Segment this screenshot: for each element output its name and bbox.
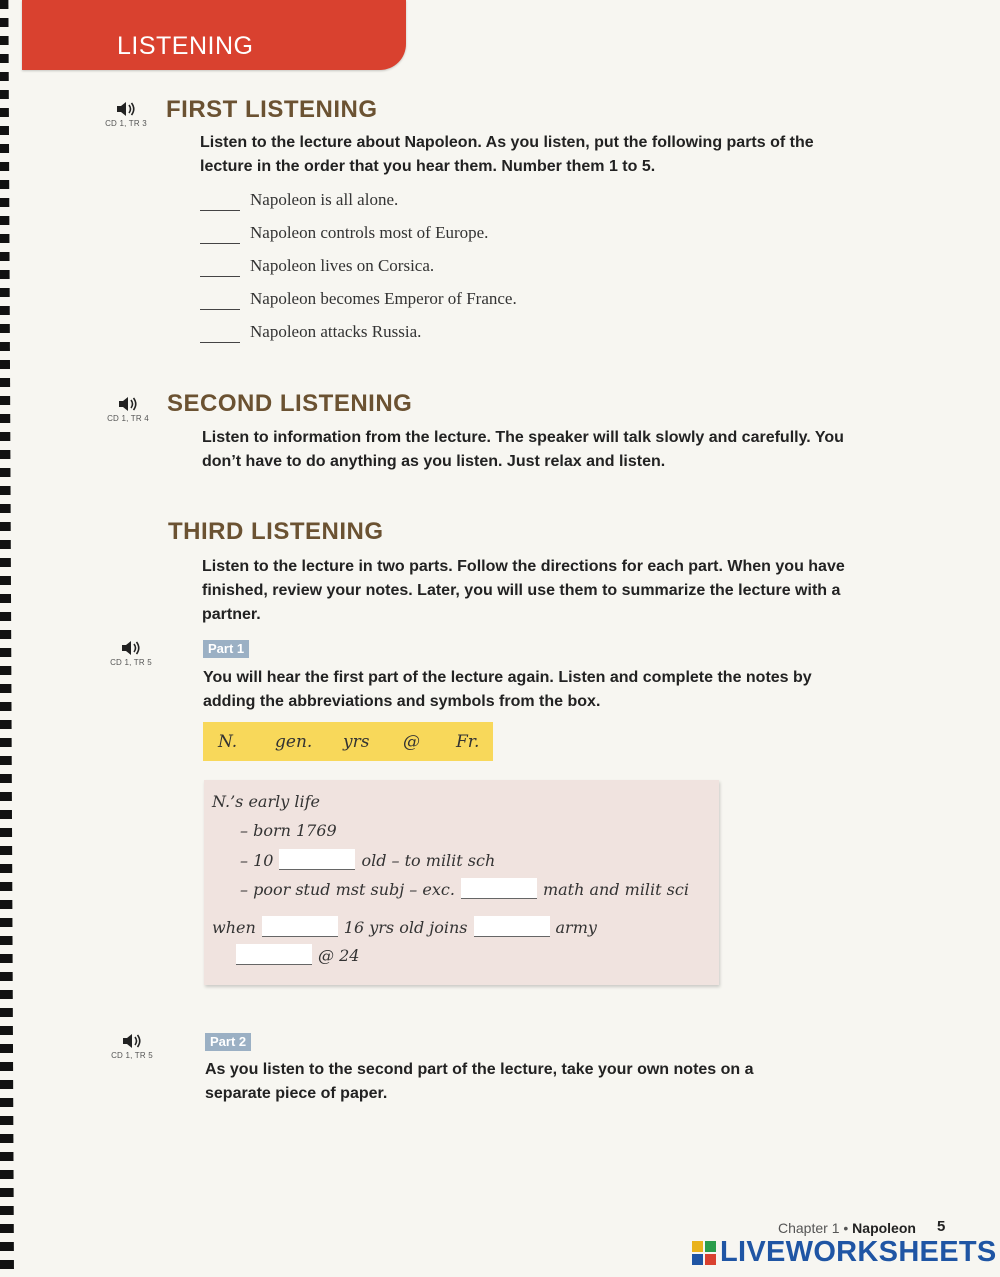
- chapter-footer: [778, 1220, 916, 1236]
- track-label: CD 1, TR 5: [111, 1051, 153, 1060]
- notes-text: – poor stud mst subj – exc.: [240, 880, 455, 899]
- word-box: [203, 722, 493, 761]
- notes-text: – 10: [240, 851, 274, 870]
- box-word: yrs: [343, 732, 370, 752]
- brand-logo-icon: [692, 1241, 716, 1265]
- first-listening-instructions: Listen to the lecture about Napoleon. As you listen, put the following parts of the lecture in the order that you hear them. Number them 1 to 5.: [200, 134, 814, 175]
- notes-text: old – to milit sch: [361, 851, 496, 870]
- box-word: gen.: [275, 732, 313, 752]
- track-label: CD 1, TR 4: [107, 414, 149, 423]
- audio-track-first[interactable]: [101, 101, 151, 128]
- fill-blank[interactable]: [236, 944, 312, 965]
- spiral-binding: [0, 0, 14, 1277]
- list-item: [200, 322, 517, 355]
- speaker-icon: [122, 1033, 142, 1049]
- speaker-icon: [116, 101, 136, 117]
- notes-text: when: [212, 918, 256, 937]
- notes-text: @ 24: [318, 946, 360, 965]
- audio-track-part1[interactable]: [106, 640, 156, 667]
- box-word: Fr.: [456, 732, 480, 752]
- notes-line-5: [236, 944, 359, 965]
- first-listening-heading: FIRST LISTENING: [166, 96, 378, 123]
- audio-track-part2[interactable]: [107, 1033, 157, 1060]
- notes-line-3: [240, 878, 689, 899]
- part1-instructions: You will hear the first part of the lecture again. Listen and complete the notes by adding the abbreviations and symbols from the box.: [203, 669, 812, 710]
- notes-text: math and milit sci: [542, 880, 689, 899]
- answer-blank[interactable]: [200, 289, 240, 310]
- notes-born: – born 1769: [240, 821, 337, 840]
- order-list: [200, 190, 517, 355]
- page-number: 5: [937, 1218, 946, 1235]
- answer-blank[interactable]: [200, 256, 240, 277]
- chapter-prefix: Chapter 1 •: [778, 1220, 849, 1236]
- notes-text: army: [555, 918, 597, 937]
- answer-blank[interactable]: [200, 190, 240, 211]
- fill-blank[interactable]: [279, 849, 355, 870]
- banner-title: LISTENING: [117, 32, 254, 60]
- notes-line-2: [240, 849, 495, 870]
- brand-name: LIVEWORKSHEETS: [720, 1236, 997, 1268]
- list-item-text: Napoleon is all alone.: [250, 190, 399, 209]
- part2-instructions: As you listen to the second part of the lecture, take your own notes on a separate piece of paper.: [205, 1061, 754, 1102]
- list-item: [200, 256, 517, 289]
- second-listening-instructions: Listen to information from the lecture. The speaker will talk slowly and carefully. You don’t have to do anything as you listen. Just relax and listen.: [202, 429, 844, 470]
- notes-card: [204, 780, 719, 985]
- answer-blank[interactable]: [200, 322, 240, 343]
- fill-blank[interactable]: [474, 916, 550, 937]
- listening-banner: [22, 0, 406, 70]
- third-listening-heading: THIRD LISTENING: [168, 518, 384, 545]
- notes-line-4: [212, 916, 597, 937]
- third-listening-instructions: Listen to the lecture in two parts. Follow the directions for each part. When you have finished, review your notes. Later, you will use them to summarize the lecture with a partner.: [202, 558, 845, 623]
- second-listening-heading: SECOND LISTENING: [167, 390, 413, 417]
- fill-blank[interactable]: [461, 878, 537, 899]
- list-item: [200, 190, 517, 223]
- speaker-icon: [121, 640, 141, 656]
- answer-blank[interactable]: [200, 223, 240, 244]
- audio-track-second[interactable]: [103, 396, 153, 423]
- box-word: @: [403, 732, 420, 752]
- track-label: CD 1, TR 5: [110, 658, 152, 667]
- liveworksheets-brand[interactable]: [692, 1236, 997, 1269]
- track-label: CD 1, TR 3: [105, 119, 147, 128]
- speaker-icon: [118, 396, 138, 412]
- notes-text: 16 yrs old joins: [343, 918, 468, 937]
- list-item-text: Napoleon lives on Corsica.: [250, 256, 435, 275]
- part2-tag: Part 2: [205, 1033, 251, 1051]
- list-item-text: Napoleon controls most of Europe.: [250, 223, 489, 242]
- notes-title: N.’s early life: [212, 792, 320, 811]
- list-item: [200, 289, 517, 322]
- chapter-name: Napoleon: [852, 1220, 916, 1236]
- list-item-text: Napoleon attacks Russia.: [250, 322, 422, 341]
- part1-tag: Part 1: [203, 640, 249, 658]
- list-item: [200, 223, 517, 256]
- list-item-text: Napoleon becomes Emperor of France.: [250, 289, 517, 308]
- box-word: N.: [218, 732, 238, 752]
- fill-blank[interactable]: [262, 916, 338, 937]
